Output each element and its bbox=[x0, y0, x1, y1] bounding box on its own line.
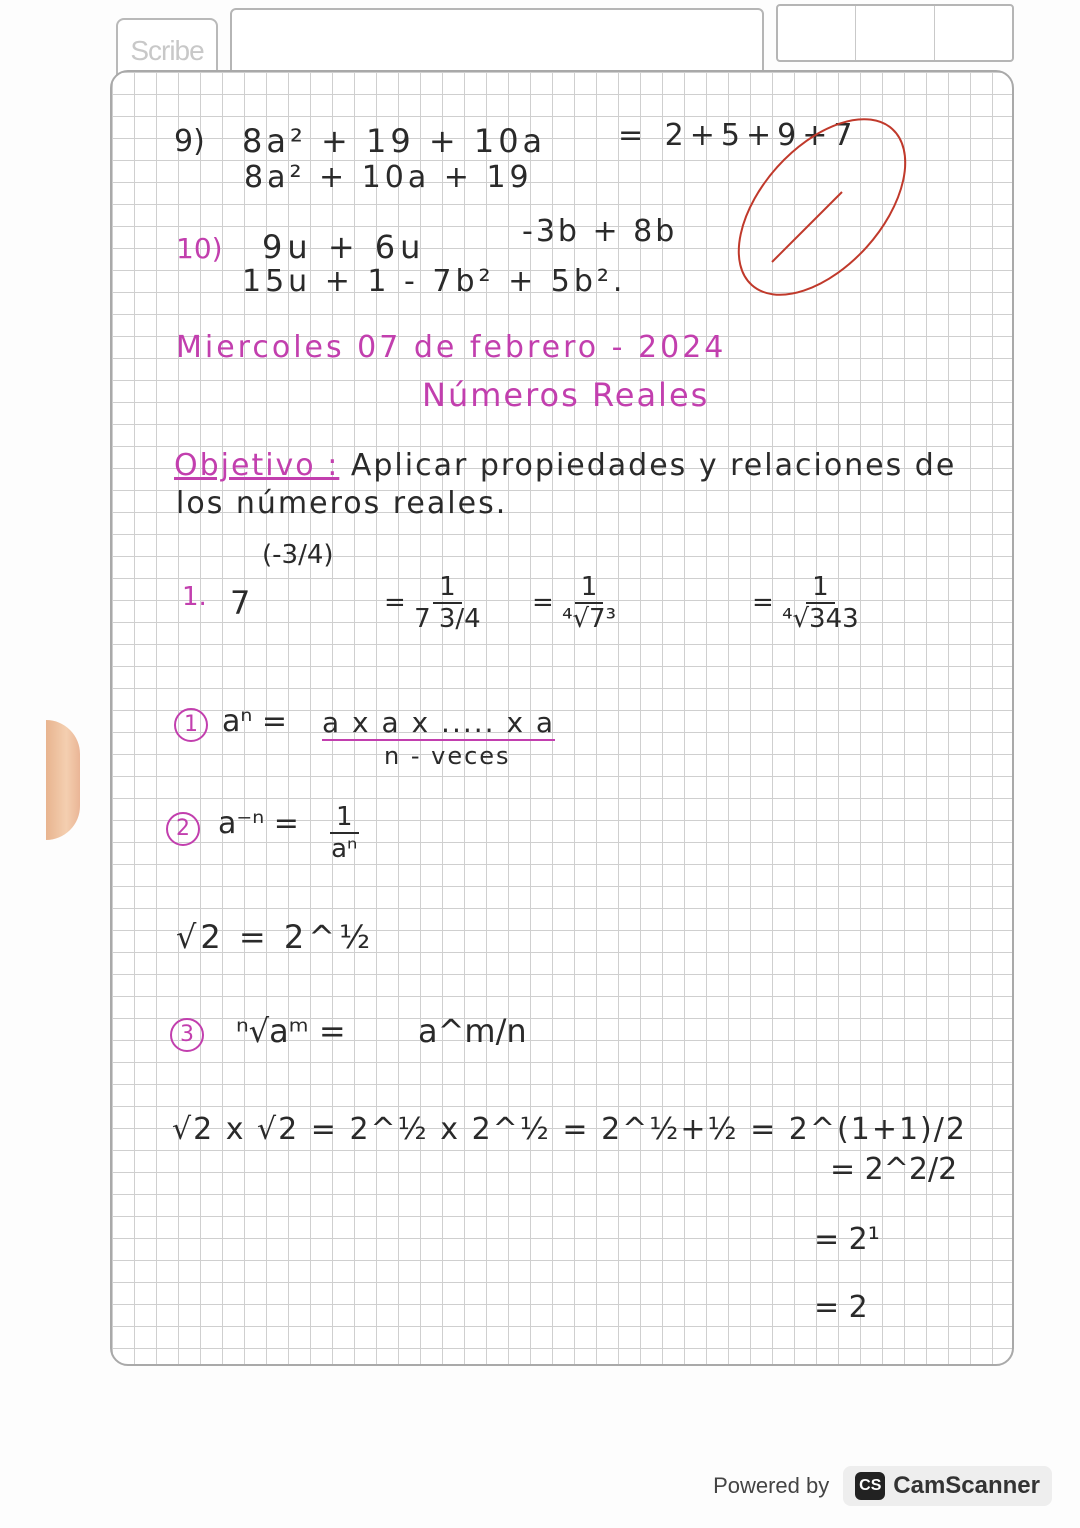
powered-by-text: Powered by bbox=[713, 1473, 830, 1498]
property-1-note: n - veces bbox=[384, 742, 511, 770]
property-3-rhs: a^m/n bbox=[418, 1012, 527, 1050]
item-10-expr-2: 15u + 1 - 7b² + 5b². bbox=[242, 264, 627, 299]
exercise-1-label: 1. bbox=[182, 582, 207, 612]
exercise-1-eq3: = $\frac{1}{\text{⁴√343}}$ bbox=[752, 572, 859, 634]
camscanner-footer bbox=[713, 1466, 1052, 1506]
sqrt-two-identity: √2 = 2^½ bbox=[176, 918, 375, 956]
step-3: = 2 bbox=[814, 1290, 868, 1325]
property-3-lhs: ⁿ√aᵐ = bbox=[236, 1012, 346, 1050]
objective-label: Objetivo : bbox=[174, 448, 340, 483]
exercise-1-base: 7 bbox=[230, 584, 251, 622]
property-1-badge: 1 bbox=[174, 708, 208, 742]
property-2-fraction: $\frac{1}{\text{aⁿ}}$ bbox=[331, 802, 358, 864]
exercise-1-eq1: = $\frac{1}{7 3/4}$ bbox=[384, 572, 481, 634]
grid-page bbox=[110, 70, 1014, 1366]
objective-text-2: los números reales. bbox=[176, 486, 508, 521]
item-9-sum: = 2+5+9+7 bbox=[618, 118, 859, 153]
item-9-label: 9) bbox=[174, 124, 205, 159]
brand-logo: Scribe bbox=[116, 18, 218, 84]
finger-photo bbox=[46, 720, 80, 840]
item-10-expr: 9u + 6u bbox=[262, 228, 426, 266]
final-derivation: √2 x √2 = 2^½ x 2^½ = 2^½+½ = 2^(1+1)/2 bbox=[172, 1112, 967, 1147]
item-9-expr: 8a² + 19 + 10a bbox=[242, 122, 547, 160]
page-title: Números Reales bbox=[422, 376, 710, 414]
objective-line bbox=[174, 448, 956, 483]
step-2: = 2¹ bbox=[814, 1222, 880, 1257]
camscanner-logo bbox=[843, 1466, 1052, 1506]
header-field bbox=[230, 8, 764, 76]
header-date-boxes bbox=[776, 4, 1014, 62]
property-1-rhs: a x a x ..... x a bbox=[322, 706, 556, 739]
property-1-lhs: aⁿ = bbox=[222, 704, 288, 739]
property-2-badge: 2 bbox=[166, 812, 200, 846]
property-3-badge: 3 bbox=[170, 1018, 204, 1052]
item-9-expr-reordered: 8a² + 10a + 19 bbox=[244, 160, 533, 195]
item-10-exponent: -3b + 8b bbox=[522, 214, 678, 249]
camscanner-name: CamScanner bbox=[893, 1472, 1040, 1499]
red-ellipse-annotation bbox=[712, 92, 932, 322]
step-1: = 2^2/2 bbox=[830, 1152, 958, 1187]
property-2-lhs: a⁻ⁿ = bbox=[218, 806, 299, 841]
item-10-label: 10) bbox=[176, 232, 223, 265]
objective-text: Aplicar propiedades y relaciones de bbox=[350, 448, 957, 483]
date-heading: Miercoles 07 de febrero - 2024 bbox=[176, 330, 727, 365]
exercise-1-exponent: (-3/4) bbox=[262, 540, 334, 570]
camscanner-icon: CS bbox=[855, 1472, 885, 1500]
exercise-1-eq2: = $\frac{1}{\text{⁴√7³}}$ bbox=[532, 572, 617, 634]
